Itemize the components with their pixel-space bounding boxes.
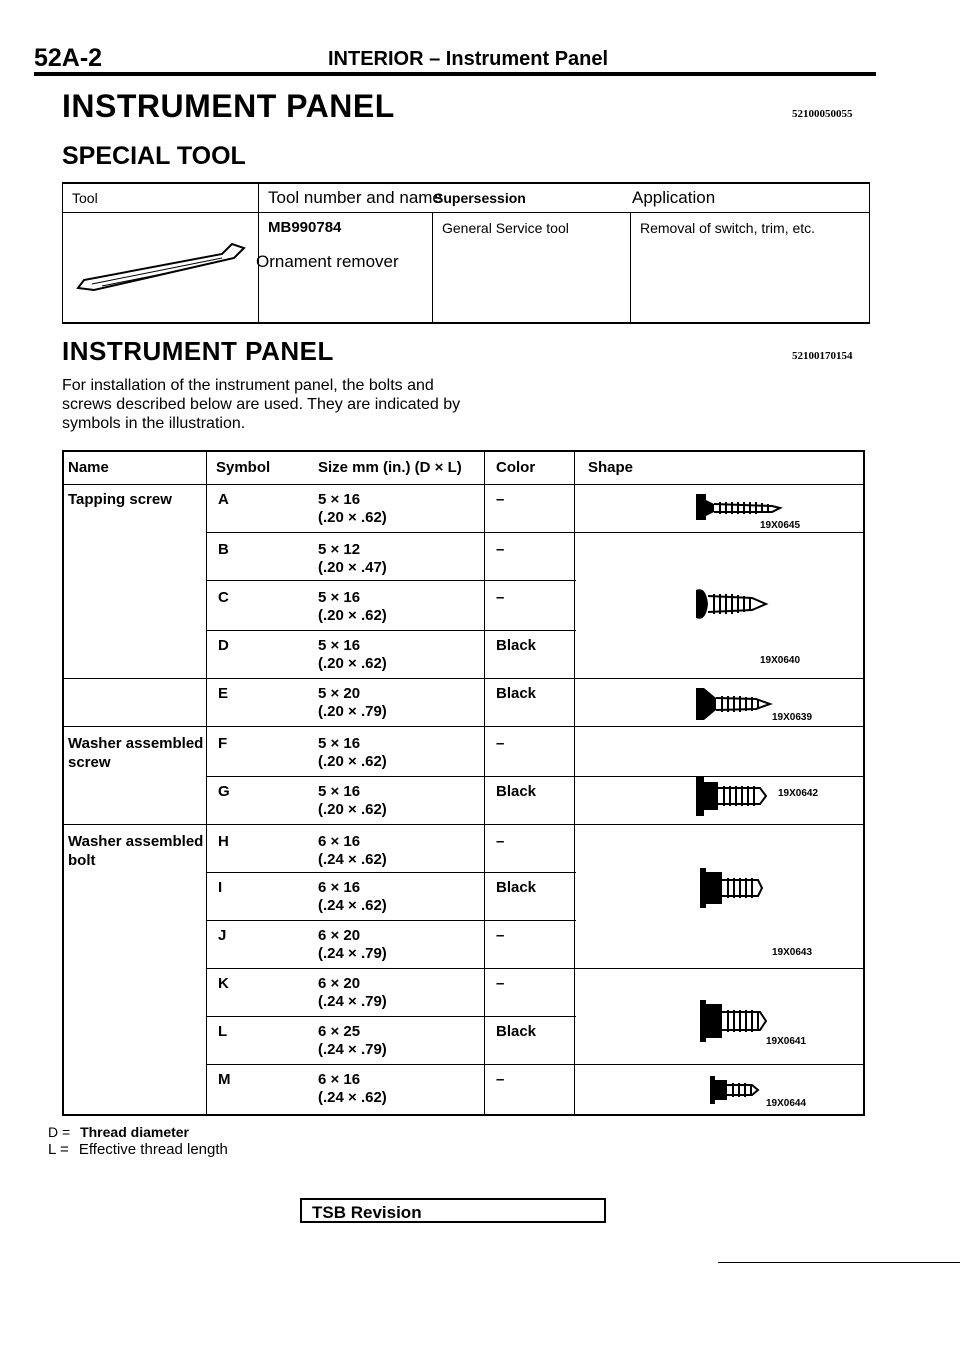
- row-symbol: I: [218, 879, 223, 896]
- row-size-in: (.24 × .62): [318, 897, 387, 914]
- row-color: –: [496, 975, 505, 992]
- row-size-mm: 5 × 16: [318, 783, 361, 800]
- ornament-remover-icon: [72, 236, 252, 296]
- col-size: Size mm (in.) (D × L): [318, 459, 462, 476]
- row-symbol: J: [218, 927, 227, 944]
- page-title: INSTRUMENT PANEL: [62, 88, 395, 124]
- col-application: Application: [632, 188, 716, 207]
- row-size-in: (.20 × .62): [318, 655, 387, 672]
- tsb-revision-box: TSB Revision: [300, 1198, 606, 1223]
- row-color: Black: [496, 783, 537, 800]
- shape-code: 19X0640: [760, 655, 801, 666]
- row-symbol: D: [218, 637, 229, 654]
- footnote-l: [48, 1141, 228, 1158]
- row-size-in: (.20 × .62): [318, 607, 387, 624]
- row-color: Black: [496, 879, 537, 896]
- panel-code: 52100170154: [792, 350, 853, 362]
- row-color: Black: [496, 637, 537, 654]
- col-tool: Tool: [72, 190, 98, 206]
- row-size-in: (.24 × .79): [318, 945, 387, 962]
- row-color: –: [496, 735, 505, 752]
- shape-code: 19X0645: [760, 520, 801, 531]
- row-color: –: [496, 589, 505, 606]
- section-title: INTERIOR – Instrument Panel: [328, 48, 609, 70]
- row-size-mm: 6 × 16: [318, 879, 361, 896]
- row-symbol: M: [218, 1071, 231, 1088]
- row-size-mm: 5 × 16: [318, 735, 361, 752]
- row-size-in: (.24 × .79): [318, 993, 387, 1010]
- row-symbol: K: [218, 975, 229, 992]
- special-tool-heading: SPECIAL TOOL: [62, 142, 246, 170]
- row-size-mm: 5 × 20: [318, 685, 361, 702]
- panel-paragraph: For installation of the instrument panel, the bolts and screws described below are used. They are indicated by symbols in the illustration.: [62, 377, 461, 432]
- shape-code: 19X0644: [766, 1098, 807, 1109]
- row-size-mm: 5 × 12: [318, 541, 361, 558]
- col-number-name: Tool number and name: [268, 188, 442, 207]
- title-code: 52100050055: [792, 108, 853, 120]
- row-symbol: C: [218, 589, 229, 606]
- row-color: –: [496, 491, 505, 508]
- footnote-d-label: D =: [48, 1124, 71, 1140]
- shape-code: 19X0642: [778, 788, 819, 799]
- row-symbol: E: [218, 685, 229, 702]
- row-symbol: H: [218, 833, 229, 850]
- row-size-in: (.20 × .62): [318, 801, 387, 818]
- tool-name: Ornament remover: [256, 252, 399, 271]
- footnote-d: [48, 1124, 189, 1140]
- row-color: Black: [496, 1023, 537, 1040]
- row-color: –: [496, 833, 505, 850]
- shape-code: 19X0641: [766, 1036, 807, 1047]
- shape-code: 19X0643: [772, 947, 813, 958]
- header-rule: [34, 72, 876, 76]
- group-washer-screw: Washer assembled screw: [68, 735, 204, 771]
- row-size-in: (.24 × .62): [318, 851, 387, 868]
- row-color: –: [496, 541, 505, 558]
- washer-bolt-icon: [698, 866, 764, 910]
- row-size-mm: 5 × 16: [318, 637, 361, 654]
- row-size-mm: 5 × 16: [318, 491, 361, 508]
- row-size-in: (.20 × .62): [318, 753, 387, 770]
- row-size-in: (.24 × .79): [318, 1041, 387, 1058]
- footnote-d-text: Thread diameter: [80, 1124, 190, 1140]
- section-code: 52A-2: [34, 44, 103, 72]
- row-color: –: [496, 1071, 505, 1088]
- row-size-mm: 6 × 16: [318, 833, 361, 850]
- col-color: Color: [496, 459, 536, 476]
- shape-code: 19X0639: [772, 712, 813, 723]
- footnote-l-text: Effective thread length: [78, 1141, 228, 1158]
- row-size-mm: 5 × 16: [318, 589, 361, 606]
- washer-bolt-short-icon: [708, 1074, 760, 1106]
- row-size-mm: 6 × 20: [318, 975, 361, 992]
- row-symbol: A: [218, 491, 229, 508]
- row-color: Black: [496, 685, 537, 702]
- row-size-mm: 6 × 16: [318, 1071, 361, 1088]
- row-size-mm: 6 × 20: [318, 927, 361, 944]
- col-name: Name: [68, 459, 109, 476]
- row-symbol: L: [218, 1023, 228, 1040]
- row-size-in: (.20 × .62): [318, 509, 387, 526]
- row-size-in: (.20 × .79): [318, 703, 387, 720]
- tool-application: Removal of switch, trim, etc.: [640, 220, 816, 236]
- row-size-in: (.24 × .62): [318, 1089, 387, 1106]
- row-size-mm: 6 × 25: [318, 1023, 361, 1040]
- footer-rule: [718, 1262, 960, 1263]
- row-size-in: (.20 × .47): [318, 559, 387, 576]
- row-symbol: G: [218, 783, 230, 800]
- tool-number: MB990784: [268, 219, 342, 236]
- group-washer-bolt: Washer assembled bolt: [68, 833, 204, 869]
- footnote-l-label: L =: [48, 1141, 69, 1158]
- panel-heading: INSTRUMENT PANEL: [62, 336, 334, 366]
- col-shape: Shape: [588, 459, 634, 476]
- row-symbol: B: [218, 541, 229, 558]
- col-symbol: Symbol: [216, 459, 271, 476]
- row-symbol: F: [218, 735, 228, 752]
- tapping-screw-countersunk-icon: [694, 684, 774, 724]
- group-tapping-screw: Tapping screw: [68, 491, 172, 508]
- row-color: –: [496, 927, 505, 944]
- washer-bolt-long-icon: [698, 998, 768, 1044]
- washer-screw-icon: [694, 774, 768, 818]
- col-supersession: Supersession: [434, 190, 526, 206]
- tool-supersession: General Service tool: [442, 220, 569, 236]
- tapping-screw-pan-head-icon: [694, 584, 770, 624]
